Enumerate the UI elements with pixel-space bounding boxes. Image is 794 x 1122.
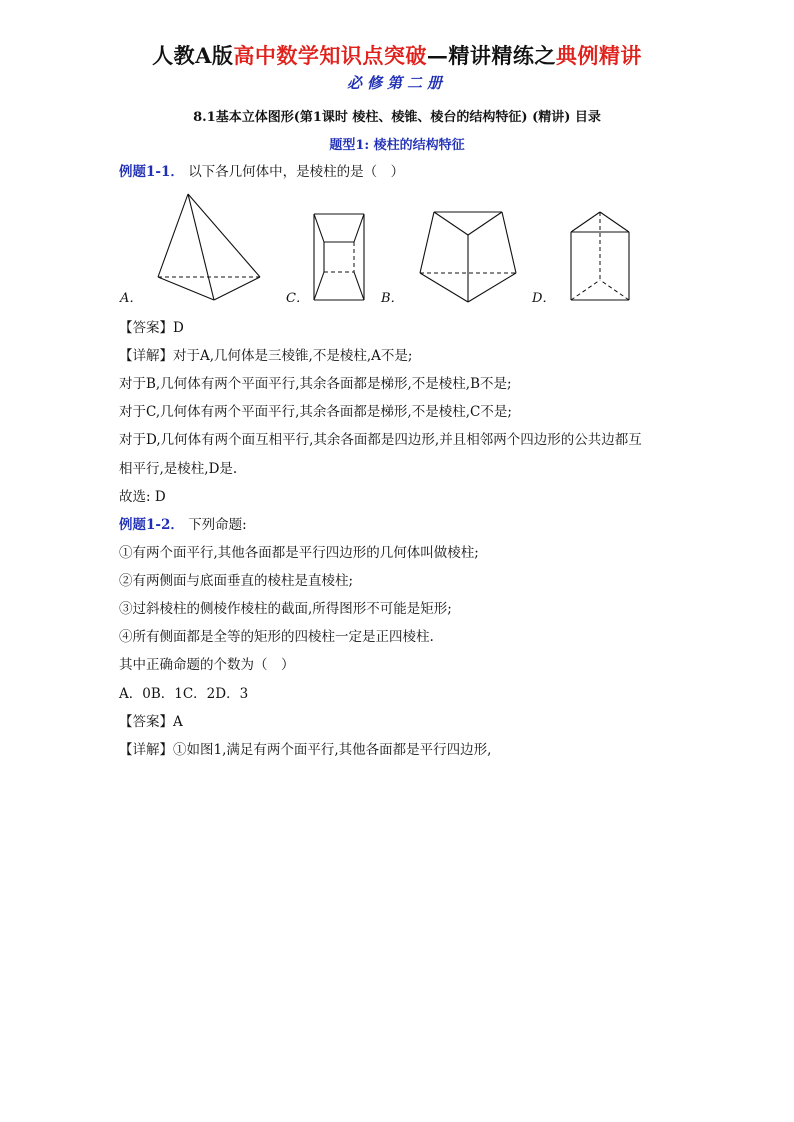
example2-label: 例题1-2． — [119, 517, 184, 533]
example1-conclusion: 故选: D — [119, 489, 166, 505]
figure-d-triangular-prism — [568, 208, 634, 304]
example1-explanation-line: 相平行,是棱柱,D是. — [119, 461, 238, 477]
example2-statement: ③过斜棱柱的侧棱作棱柱的截面,所得图形不可能是矩形; — [119, 601, 452, 617]
title-middle: —精讲精练之 — [426, 43, 556, 68]
section-title: 8.1基本立体图形(第1课时 棱柱、棱锥、棱台的结构特征) (精讲) 目录 — [193, 110, 601, 125]
figure-a-triangular-pyramid — [150, 190, 270, 305]
example2-question — [119, 513, 247, 533]
example2-statement: ②有两侧面与底面垂直的棱柱是直棱柱; — [119, 573, 354, 589]
example2-options: A．0B．1C．2D．3 — [119, 686, 249, 702]
page-subtitle: 必修第二册 — [346, 74, 447, 92]
example2-statement: ①有两个面平行,其他各面都是平行四边形的几何体叫做棱柱; — [119, 545, 479, 561]
choice-b-label: B． — [381, 291, 404, 306]
example2-question-text: 下列命题: — [188, 517, 247, 533]
example1-question — [119, 160, 404, 180]
figure-c-pentagonal-solid — [416, 208, 520, 306]
example2-answer: 【答案】A — [119, 714, 183, 730]
choice-d-label: D． — [532, 291, 556, 306]
example2-explanation: 【详解】①如图1,满足有两个面平行,其他各面都是平行四边形, — [119, 742, 492, 758]
figure-b-frustum — [312, 212, 368, 304]
choice-c-label: C． — [286, 291, 309, 306]
example1-explanation-line: 对于D,几何体有两个面互相平行,其余各面都是四边形,并且相邻两个四边形的公共边都互 — [119, 432, 642, 448]
example2-prompt: 其中正确命题的个数为（ ） — [119, 657, 295, 673]
example1-explanation-line: 对于C,几何体有两个平面平行,其余各面都是梯形,不是棱柱,C不是; — [119, 404, 512, 420]
question-type-title: 题型1: 棱柱的结构特征 — [329, 138, 465, 153]
title-highlight-1: 高中数学知识点突破 — [233, 43, 427, 68]
example1-explanation-line: 【详解】对于A,几何体是三棱锥,不是棱柱,A不是; — [119, 348, 413, 364]
title-highlight-2: 典例精讲 — [555, 43, 642, 68]
example1-explanation-line: 对于B,几何体有两个平面平行,其余各面都是梯形,不是棱柱,B不是; — [119, 376, 512, 392]
choice-a-label: A． — [120, 291, 143, 306]
title-prefix: 人教A版 — [152, 43, 234, 68]
example1-answer: 【答案】D — [119, 320, 184, 336]
example1-question-text: 以下各几何体中，是棱柱的是（ ） — [188, 164, 405, 180]
page-title — [0, 40, 794, 70]
example2-statement: ④所有侧面都是全等的矩形的四棱柱一定是正四棱柱. — [119, 629, 434, 645]
example1-label: 例题1-1． — [119, 164, 184, 180]
